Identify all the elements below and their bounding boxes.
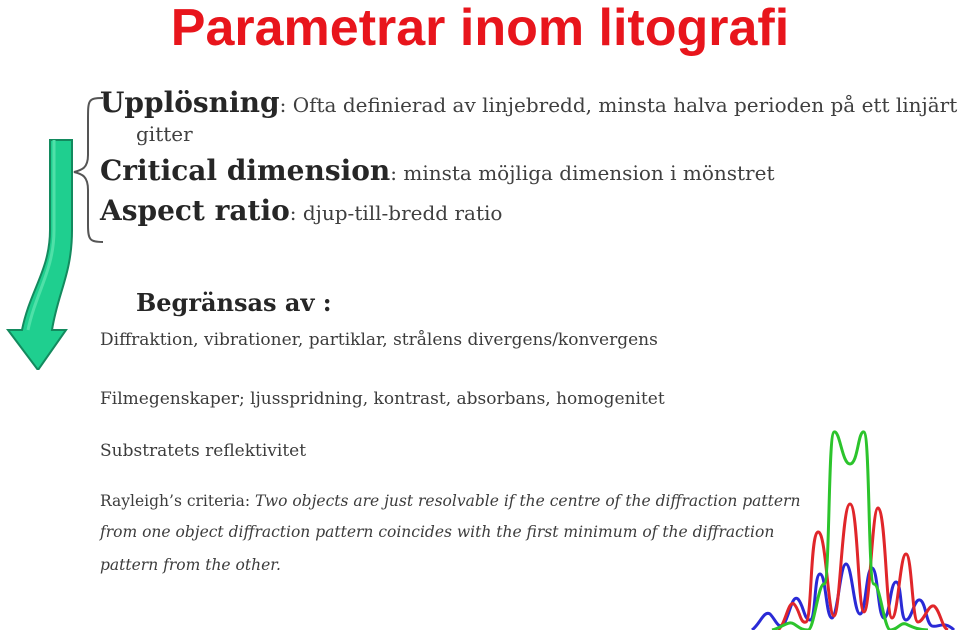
term-critical-dimension: Critical dimension bbox=[100, 154, 391, 187]
definition-text: minsta möjliga dimension i mönstret bbox=[397, 161, 775, 185]
definition-text: Ofta definierad av linjebredd, minsta halva perioden på ett linjärt bbox=[286, 93, 958, 117]
definition-resolution bbox=[100, 86, 957, 119]
definition-aspect-ratio bbox=[100, 194, 502, 227]
separator: : bbox=[289, 201, 297, 225]
term-resolution: Upplösning bbox=[100, 86, 280, 119]
limit-item: Diffraktion, vibrationer, partiklar, strålens divergens/konvergens bbox=[100, 330, 658, 350]
term-aspect-ratio: Aspect ratio bbox=[100, 194, 290, 227]
definition-continuation: gitter bbox=[136, 122, 193, 146]
rayleigh-text: from one object diffraction pattern coincides with the first minimum of the diffraction bbox=[100, 523, 775, 541]
diffraction-pattern-icon bbox=[748, 424, 958, 630]
definition-critical-dimension bbox=[100, 154, 775, 187]
definition-text: djup-till-bredd ratio bbox=[296, 201, 503, 225]
separator: : bbox=[279, 93, 287, 117]
limits-heading: Begränsas av : bbox=[136, 288, 332, 317]
rayleigh-text: pattern from the other. bbox=[100, 556, 281, 574]
page-title: Parametrar inom litografi bbox=[170, 0, 790, 57]
rayleigh-label: Rayleigh’s criteria: bbox=[100, 492, 256, 510]
limit-item: Filmegenskaper; ljusspridning, kontrast, absorbans, homogenitet bbox=[100, 389, 665, 409]
limit-item: Substratets reflektivitet bbox=[100, 441, 307, 461]
rayleigh-criteria bbox=[100, 492, 800, 510]
rayleigh-text: Two objects are just resolvable if the centre of the diffraction pattern bbox=[255, 492, 801, 510]
separator: : bbox=[390, 161, 398, 185]
